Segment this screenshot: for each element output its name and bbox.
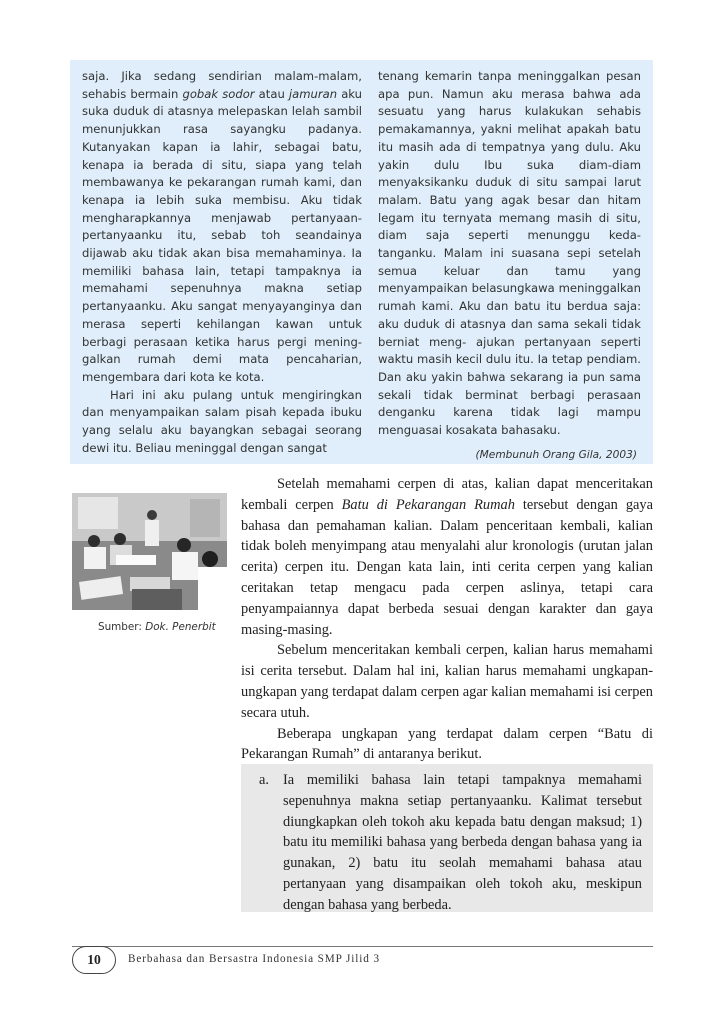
photo-caption-source: Dok. Penerbit	[145, 621, 216, 633]
photo-caption	[98, 621, 216, 633]
note-item-text: Ia memiliki bahasa lain tetapi tampaknya memahami sepenuhnya makna setiap pertanyaanku. Kalimat tersebut diungkapkan oleh tokoh aku kepada batu dengan maksud; 1) batu itu memiliki bahasa yang berbeda dengan bahasa yang ia gunakan, 2) batu itu seolah memahami bahasa atau pertanyaan yang disampaikan oleh tokoh aku, meskipun dengan bahasa yang berbeda.	[283, 772, 642, 913]
classroom-photo	[72, 493, 227, 610]
footer-book-title: Berbahasa dan Bersastra Indonesia SMP Jilid 3	[128, 953, 380, 965]
italic-term: Batu di Pekarangan Rumah	[341, 496, 515, 513]
story-source: (Membunuh Orang Gila, 2003)	[475, 448, 637, 461]
italic-term: jamuran	[288, 86, 338, 101]
story-column-left	[82, 68, 362, 457]
story-paragraph: saja. Jika sedang sendirian malam-malam, sehabis bermain gobak sodor atau jamuran aku suka duduk di atasnya melepaskan lelah sambil menunjukkan rasa sayangku padanya. Kutanyakan kapan ia lahir, sebagai batu, kenapa ia berada di situ, siapa yang telah membawanya ke pekarangan rumah kami, dan kenapa ia lebih suka membisu. Aku tidak mengharapkannya menjawab pertanyaan- pertanyaanku itu, sebab toh seandainya dijawab aku tidak akan bisa memahaminya. Ia memiliki bahasa lain, tetapi tampaknya ia memahami sepenuhnya makna setiap pertanyaanku. Aku sangat menyayanginya dan merasa seperti kehilangan kawan untuk berbagi perasaan ketika harus pergi mening- galkan rumah demi mata pencaharian, mengembara dari kota ke kota.	[82, 69, 363, 384]
story-paragraph: Hari ini aku pulang untuk mengiringkan dan menyampaikan salam pisah kepada ibuku yang selalu aku bayangkan sebagai seorang dewi itu. Beliau meninggal dengan sangat	[82, 387, 362, 455]
page-number: 10	[72, 946, 116, 974]
story-column-right	[378, 68, 641, 464]
story-excerpt-box	[70, 60, 653, 464]
paragraph-retelling: Setelah memahami cerpen di atas, kalian dapat menceritakan kembali cerpen Batu di Pekarangan Rumah tersebut dengan gaya bahasa dan pemahaman kalian. Dalam penceritaan kembali, kalian tidak boleh menyimpang atau menyalahi alur kronologis (urutan jalan cerita) cerpen itu. Dengan kata lain, inti cerita cerpen yang kalian ceritakan tetap mengacu pada cerpen aslinya, tetapi cara penyampaiannya dapat berbeda sesuai dengan karakter dan gaya masing-masing.	[241, 476, 653, 638]
footer-divider	[72, 946, 653, 947]
main-text	[241, 474, 653, 765]
expression-note-box	[241, 764, 653, 912]
paragraph-understanding: Sebelum menceritakan kembali cerpen, kalian harus memahami isi cerita tersebut. Dalam hal ini, kalian harus memahami ungkapan-ungkapan yang terdapat dalam cerpen agar kalian memahami isi cerpen secara utuh.	[241, 642, 653, 721]
photo-caption-prefix: Sumber:	[98, 621, 142, 633]
story-right-paragraph: tenang kemarin tanpa meninggalkan pesan apa pun. Namun aku merasa bahwa ada sesuatu yang harus kulakukan sehabis pemakamannya, yakni melihat apakah batu itu masih ada di tempatnya yang dulu. Aku yakin dulu Ibu suka diam-diam menyaksikanku duduk di situ sampai larut malam. Batu yang agak besar dan hitam legam itu ternyata memang masih di situ, diam saja seperti menunggu keda- tanganku. Malam ini suasana sepi setelah semua keluar dan tamu yang menyampaikan belasungkawa meninggalkan rumah kami. Aku dan batu itu berdua saja: aku duduk di atasnya dan sama sekali tidak berniat meng- ajukan pertanyaan seperti waktu masih kecil dulu itu. Ia tetap pendiam. Dan aku yakin bahwa sekarang ia pun sama sekali tidak berminat berbagi perasaan denganku karena tidak lagi mampu menguasai kosakata bahasaku.	[378, 69, 641, 438]
paragraph-expressions-intro: Beberapa ungkapan yang terdapat dalam cerpen “Batu di Pekarangan Rumah” di antaranya berikut.	[241, 725, 653, 763]
italic-term: gobak sodor	[182, 86, 255, 101]
note-item-letter: a.	[259, 772, 269, 788]
